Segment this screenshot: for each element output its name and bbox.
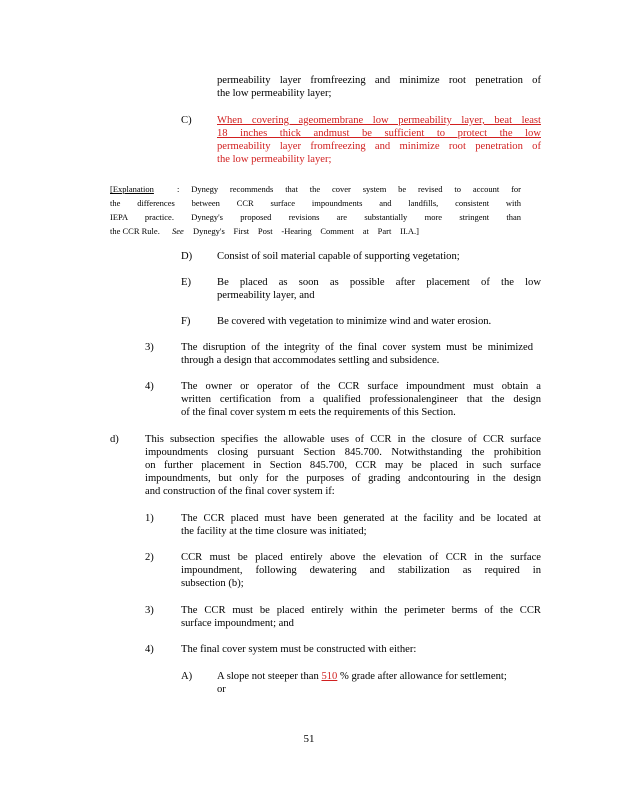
text-line: CCR must be placed entirely above the elevation of CCR in the surface [181,552,541,563]
item-label: d) [110,434,119,445]
explanation-text: : Dynegy recommends that the cover system be revised to account for [177,184,521,194]
text-line: The final cover system must be constructed with either: [181,644,417,655]
text-line: impoundment, following dewatering and stabilization as required in [181,565,541,576]
text-line: The CCR must be placed entirely within the perimeter berms of the CCR [181,605,541,616]
text-line: of the final cover system m eets the requirements of this Section. [181,407,456,418]
text-line: through a design that accommodates settling and subsidence. [181,355,440,366]
text-line: The CCR placed must have been generated at the facility and be located at [181,513,541,524]
text-line: and construction of the final cover system if: [145,486,335,497]
text-line: on further placement in Section 845.700, CCR may be placed in such surface [145,460,541,471]
text-line: permeability layer fromfreezing and minimize root penetration of [217,75,541,86]
text-segment: A slope not steeper than [217,671,322,682]
text-line: surface impoundment; and [181,618,294,629]
item-label: 3) [145,605,154,616]
item-label: E) [181,277,191,288]
item-label: C) [181,115,192,126]
item-label: 1) [145,513,154,524]
inserted-text: the low permeability layer; [217,154,332,165]
item-label: 2) [145,552,154,563]
text-line: Be covered with vegetation to minimize wind and water erosion. [217,316,492,327]
text-line: Consist of soil material capable of supporting vegetation; [217,251,460,262]
text-line: impoundments, but only for the purposes of grading andcontouring in the design [145,473,541,484]
text-line: Be placed as soon as possible after placement of the low [217,277,541,288]
text-line: impoundments closing pursuant Section 845.700. Notwithstanding the prohibition [145,447,541,458]
text-line [217,670,541,683]
text-line: This subsection specifies the allowable uses of CCR in the closure of CCR surface [145,434,541,445]
item-label: 4) [145,644,154,655]
item-label: 4) [145,381,154,392]
explanation-text: the CCR Rule. [110,226,160,236]
item-label: 3) [145,342,154,353]
explanation-label: [Explanation [110,184,154,194]
text-line: or [217,684,226,695]
explanation-text: IEPA practice. Dynegy's proposed revisions are substantially more stringent than [110,212,521,222]
text-line: permeability layer, and [217,290,315,301]
item-label: A) [181,671,193,682]
item-label: D) [181,251,193,262]
text-line: The owner or operator of the CCR surface impoundment must obtain a [181,381,541,392]
text-line: written certification from a qualified professionalengineer that the design [181,394,541,405]
inserted-text: When covering ageomembrane low permeability layer, beat least [217,115,541,126]
explanation-text: the differences between CCR surface impoundments and landfills, consistent with [110,198,521,208]
inserted-text: 18 inches thick andmust be sufficient to protect the low [217,128,541,139]
text-line: the low permeability layer; [217,88,332,99]
text-line: the facility at the time closure was initiated; [181,526,367,537]
explanation-see: See [172,226,184,236]
text-segment: % grade after allowance for settlement; [337,671,507,682]
inserted-text: permeability layer fromfreezing and minimize root penetration of [217,141,541,152]
page-number: 51 [303,733,315,745]
item-label: F) [181,316,191,327]
text-line: The disruption of the integrity of the final cover system must be minimized [181,342,533,353]
explanation-text: Dynegy's First Post -Hearing Comment at Part II.A.] [193,226,419,236]
inserted-text: 510 [321,671,338,682]
text-line: subsection (b); [181,578,244,589]
